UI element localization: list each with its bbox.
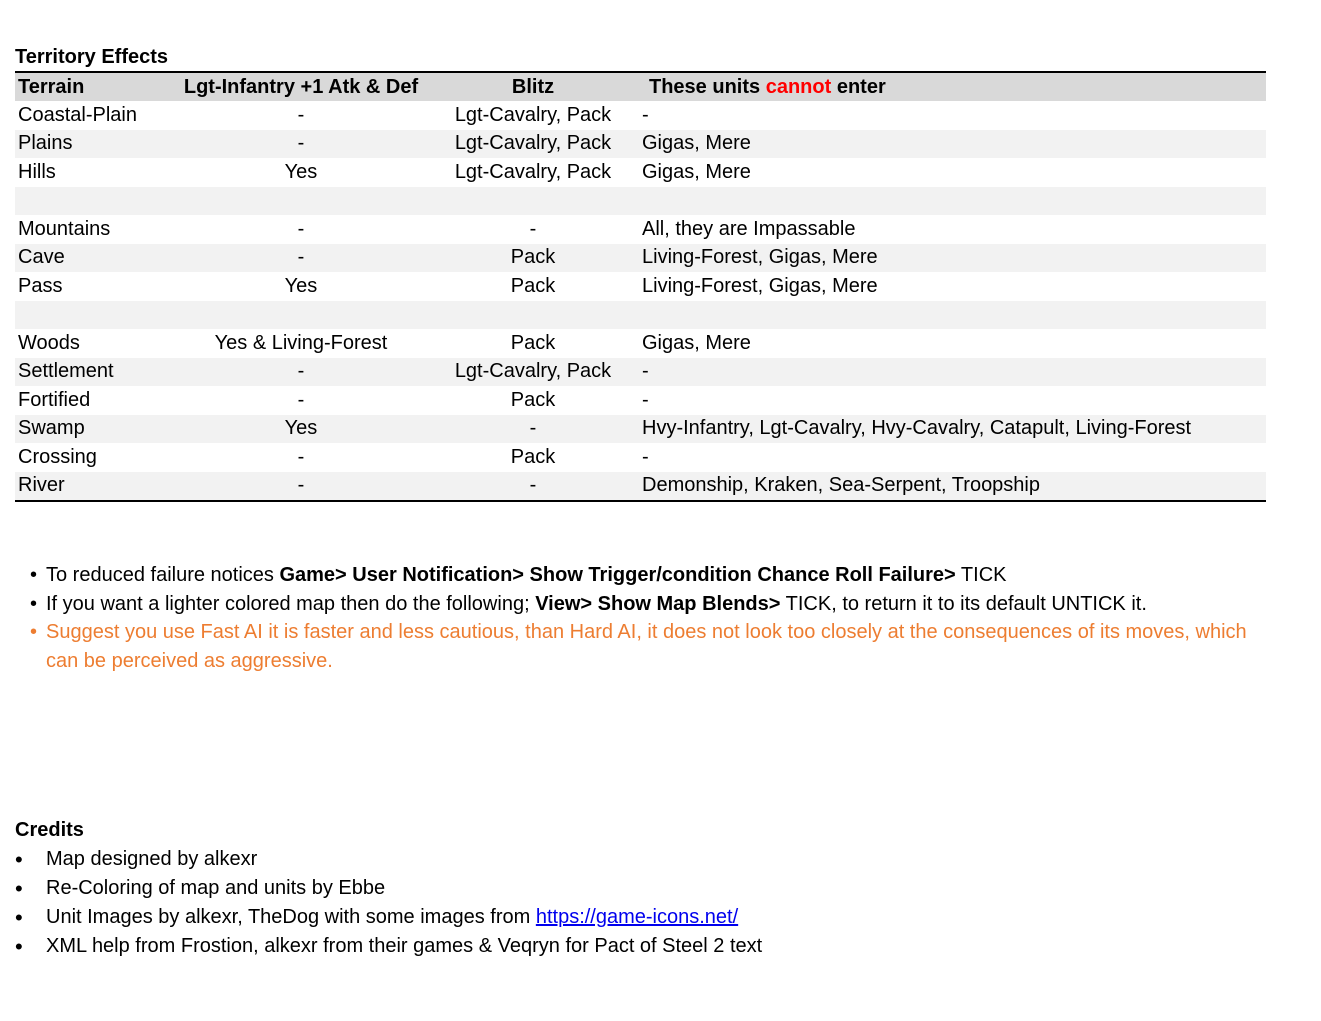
credit-text-wrap <box>46 903 738 932</box>
cell-infantry: - <box>297 445 305 468</box>
table-row <box>15 415 1266 444</box>
cell-blitz: Pack <box>510 274 556 297</box>
note-item <box>30 590 1270 619</box>
note-text-post: TICK, to return it to its default UNTICK it. <box>780 592 1147 615</box>
cell-cannot-enter: Living-Forest, Gigas, Mere <box>642 274 878 297</box>
note-text: Suggest you use Fast AI it is faster and less cautious, than Hard AI, it does not look too closely at the consequences of its moves, which can be perceived as aggressive. <box>46 621 1247 672</box>
note-text-pre: To reduced failure notices <box>46 564 280 586</box>
note-text-pre: If you want a lighter colored map then do the following; <box>46 592 536 615</box>
bullet-icon: • <box>15 934 23 959</box>
cell-infantry <box>175 187 427 216</box>
cell-blitz: - <box>529 217 537 240</box>
header-blitz: Blitz <box>511 75 555 98</box>
cell-terrain: Settlement <box>18 360 114 383</box>
credit-text: XML help from Frostion, alkexr from their games & Veqryn for Pact of Steel 2 text <box>46 935 763 957</box>
cell-terrain <box>15 187 175 216</box>
cell-cannot-enter: - <box>642 445 649 468</box>
credits-section <box>15 816 1115 961</box>
cell-infantry: Yes <box>284 274 318 297</box>
cell-infantry: - <box>297 246 305 269</box>
cell-terrain: Mountains <box>18 217 111 240</box>
table-row <box>15 443 1266 472</box>
header-infantry: Lgt-Infantry +1 Atk & Def <box>183 75 419 98</box>
credit-item <box>15 845 1115 874</box>
credits-title: Credits <box>15 819 84 841</box>
table-row <box>15 101 1266 130</box>
cell-infantry: - <box>297 474 305 497</box>
credit-link[interactable]: https://game-icons.net/ <box>535 906 739 928</box>
cell-cannot-enter: Demonship, Kraken, Sea-Serpent, Troopship <box>642 474 1040 497</box>
cell-cannot-enter: Hvy-Infantry, Lgt-Cavalry, Hvy-Cavalry, Catapult, Living-Forest <box>642 417 1192 440</box>
cell-cannot-enter: All, they are Impassable <box>642 217 856 240</box>
territory-effects-sheet <box>15 44 1266 502</box>
header-cannot-enter-highlight: cannot <box>765 75 832 98</box>
cell-terrain: Plains <box>18 132 73 155</box>
cell-terrain: Cave <box>18 246 65 269</box>
cell-terrain: Fortified <box>18 388 91 411</box>
note-text-post: TICK <box>955 564 1007 586</box>
bullet-icon: • <box>30 621 38 643</box>
cell-terrain: Pass <box>18 274 63 297</box>
cell-blitz: Lgt-Cavalry, Pack <box>454 103 612 126</box>
cell-terrain: Crossing <box>18 445 97 468</box>
note-item-highlight <box>30 618 1270 675</box>
table-row <box>15 244 1266 273</box>
table-row <box>15 329 1266 358</box>
cell-cannot-enter: - <box>642 388 649 411</box>
cell-blitz: - <box>529 417 537 440</box>
cell-terrain: Coastal-Plain <box>18 103 137 126</box>
note-text <box>46 561 1006 590</box>
credit-item <box>15 903 1115 932</box>
cell-infantry: - <box>297 103 305 126</box>
cell-cannot-enter: Gigas, Mere <box>642 331 751 354</box>
cell-blitz: Pack <box>510 246 556 269</box>
cell-cannot-enter: - <box>642 103 649 126</box>
cell-cannot-enter: Gigas, Mere <box>642 160 751 183</box>
cell-terrain: River <box>18 474 65 497</box>
bullet-icon: • <box>15 847 23 872</box>
cell-infantry: Yes & Living-Forest <box>214 331 388 354</box>
cell-terrain <box>15 301 175 330</box>
cell-terrain: Swamp <box>18 417 85 440</box>
cell-infantry <box>175 301 427 330</box>
cell-blitz: Pack <box>510 331 556 354</box>
cell-infantry: - <box>297 388 305 411</box>
credit-item <box>15 932 1115 961</box>
table-body <box>15 101 1266 501</box>
cell-cannot-enter <box>639 301 1266 330</box>
cell-blitz <box>427 301 639 330</box>
cell-infantry: Yes <box>284 417 318 440</box>
header-cannot-enter-suffix: enter <box>831 75 886 98</box>
credit-text: Unit Images by alkexr, TheDog with some images from <box>46 906 536 928</box>
credit-item <box>15 874 1115 903</box>
cell-blitz: Lgt-Cavalry, Pack <box>454 160 612 183</box>
bullet-icon: • <box>15 905 23 930</box>
cell-cannot-enter: Living-Forest, Gigas, Mere <box>642 246 878 269</box>
note-text <box>46 590 1147 619</box>
credit-text-wrap <box>46 932 762 961</box>
cell-cannot-enter <box>639 187 1266 216</box>
bullet-icon: • <box>30 592 38 615</box>
note-text-bold: View> Show Map Blends> <box>535 592 781 615</box>
credit-text-wrap <box>46 845 257 874</box>
credit-text: Map designed by alkexr <box>46 848 258 870</box>
credits-list <box>15 845 1115 961</box>
credit-text: Re-Coloring of map and units by Ebbe <box>46 877 386 899</box>
cell-blitz: Lgt-Cavalry, Pack <box>454 360 612 383</box>
cell-infantry: - <box>297 132 305 155</box>
header-terrain: Terrain <box>18 75 85 98</box>
credit-text-wrap <box>46 874 385 903</box>
table-row <box>15 301 1266 330</box>
cell-blitz: Lgt-Cavalry, Pack <box>454 132 612 155</box>
table-row <box>15 158 1266 187</box>
header-cannot-enter <box>639 72 1266 101</box>
cell-terrain: Hills <box>18 160 56 183</box>
header-cannot-enter-prefix: These units <box>649 75 766 98</box>
cell-infantry: - <box>297 217 305 240</box>
table-row <box>15 187 1266 216</box>
cell-cannot-enter: Gigas, Mere <box>642 132 751 155</box>
table-row <box>15 358 1266 387</box>
territory-effects-table <box>15 71 1266 502</box>
cell-infantry: Yes <box>284 160 318 183</box>
bullet-icon: • <box>15 876 23 901</box>
bullet-icon: • <box>30 564 38 586</box>
table-row <box>15 130 1266 159</box>
notes-list <box>30 561 1270 675</box>
table-row <box>15 215 1266 244</box>
table-row <box>15 272 1266 301</box>
cell-blitz: Pack <box>510 445 556 468</box>
table-row <box>15 386 1266 415</box>
note-item <box>30 561 1270 590</box>
cell-blitz <box>427 187 639 216</box>
note-text-bold: Game> User Notification> Show Trigger/condition Chance Roll Failure> <box>279 564 956 586</box>
cell-blitz: - <box>529 474 537 497</box>
section-title: Territory Effects <box>15 46 169 68</box>
cell-infantry: - <box>297 360 305 383</box>
cell-cannot-enter: - <box>642 360 649 383</box>
table-header-row <box>15 72 1266 101</box>
cell-terrain: Woods <box>18 331 80 354</box>
table-row <box>15 472 1266 502</box>
cell-blitz: Pack <box>510 388 556 411</box>
